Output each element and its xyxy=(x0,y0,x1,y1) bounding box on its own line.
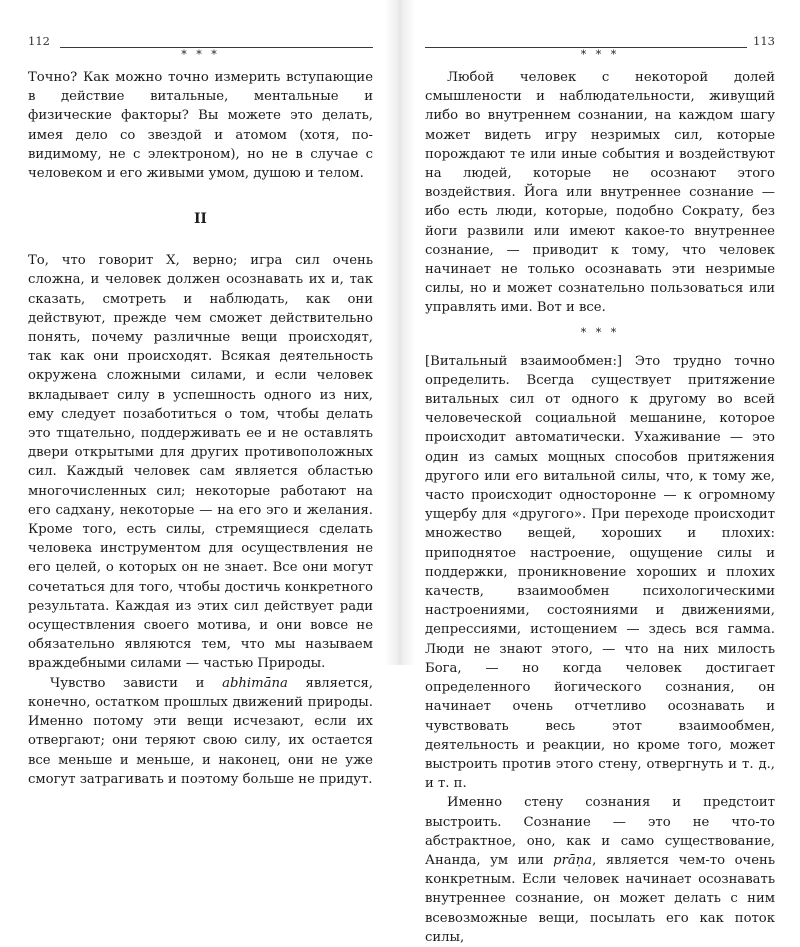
right-paragraph-1: Любой человек с некоторой долей смышлености и наблюдательности, живущий либо во внутреннем сознании, на каждом шагу может видеть игру незримых сил, которые порождают те или иные события и воздействуют на людей, которые не осознают этого воздействия. Йога или внутреннее сознание — ибо есть люди, которые, подобно Сократу, без йоги развили или имеют какое-то внутреннее сознание, — приводит к тому, что человек начинает не только осознавать эти незримые силы, но и может сознательно пользоваться или управлять ими. Вот и все. xyxy=(425,70,775,316)
section-heading: II xyxy=(194,211,207,228)
left-header-rule xyxy=(60,47,373,48)
left-paragraph-1: Точно? Как можно точно измерить вступающие в действие витальные, ментальные и физические факторы? Вы можете это делать, имея дело со звездой и атомом (хотя, по-видимому, не с электроном), но не в случае с человеком и его живыми умом, душою и телом. xyxy=(28,70,373,182)
left-page-number: 112 xyxy=(28,34,50,48)
left-page xyxy=(28,0,373,787)
right-p3-text-end: , является чем-то очень конкретным. Если человек начинает осознавать внутреннее сознание, он может делать с ним всевозможные вещи, посылать его как поток силы, xyxy=(425,852,776,945)
left-p3-text-start: Чувство зависти и xyxy=(50,675,223,691)
right-header-rule xyxy=(425,47,747,48)
left-separator: * * * xyxy=(181,48,220,61)
left-p3-text-end: является, конечно, остатком прошлых движений природы. Именно потому эти вещи исчезают, если их отвергают; они теряют свою силу, их остается все меньше и меньше, и наконец, они не уже смогут затрагивать и поэтому больше не придут. xyxy=(28,675,373,787)
left-paragraph-3 xyxy=(28,674,373,789)
book-gutter xyxy=(385,0,415,665)
right-p3-term: prāṇa xyxy=(553,852,593,868)
left-paragraph-2: То, что говорит X, верно; игра сил очень сложна, и человек должен осознавать их и, так сказать, смотреть и наблюдать, как они действуют, прежде чем сможет действительно понять, почему различные вещи происходят, так как они происходят. Всякая деятельность окружена сложными силами, и если человек вкладывает силу в успешность одного из них, ему следует позаботиться о том, чтобы делать это тщательно, поддерживать ее и не оставлять двери открытыми для других противоположных сил. Каждый человек сам является областью многочисленных сил; некоторые работают на его садхану, некоторые — на его эго и желания. Кроме того, есть силы, стремящиеся сделать человека инструментом для осуществления не его целей, о которых он не знает. Все они могут сочетаться для того, чтобы достичь конкретного результата. Каждая из этих сил действует ради осуществления своего мотива, и они вовсе не обязательно являются тем, что мы называем враждебными силами — частью Природы. xyxy=(28,253,373,672)
right-separator-mid: * * * xyxy=(580,325,620,339)
left-p3-term: abhimāna xyxy=(222,675,288,691)
right-separator-top: * * * xyxy=(580,48,620,61)
right-page xyxy=(425,0,776,945)
right-paragraph-2: [Витальный взаимообмен:] Это трудно точно определить. Всегда существует притяжение витальных сил от одного к другому во всей человеческой социальной мешанине, которое происходит автоматически. Ухаживание — это один из самых мощных способов притяжения другого или его витальной силы, что, к тому же, часто происходит односторонне — к огромному ущербу для «другого». При переходе происходит множество вещей, хороших и плохих: приподнятое настроение, ощущение силы и поддержки, проникновение хороших и плохих качеств, взаимообмен психологическими настроениями, состояниями и движениями, депрессиями, истощением — здесь вся гамма. Люди не знают этого, — что на них милость Бога, — но когда человек достигает определенного йогического сознания, он начинает очень отчетливо осознавать и чувствовать весь этот взаимообмен, деятельность и реакции, но кроме того, может выстроить против этого стену, отвергнуть и т. д., и т. п. xyxy=(425,353,775,792)
right-page-number: 113 xyxy=(753,34,775,48)
right-page-header xyxy=(425,0,775,52)
right-p3-text-start: Именно стену сознания и предстоит выстроить. Сознание — это не что-то абстрактное, оно, как и само существование, Ананда, ум или xyxy=(425,795,775,868)
right-paragraph-3 xyxy=(425,793,775,947)
left-page-header xyxy=(28,0,373,52)
